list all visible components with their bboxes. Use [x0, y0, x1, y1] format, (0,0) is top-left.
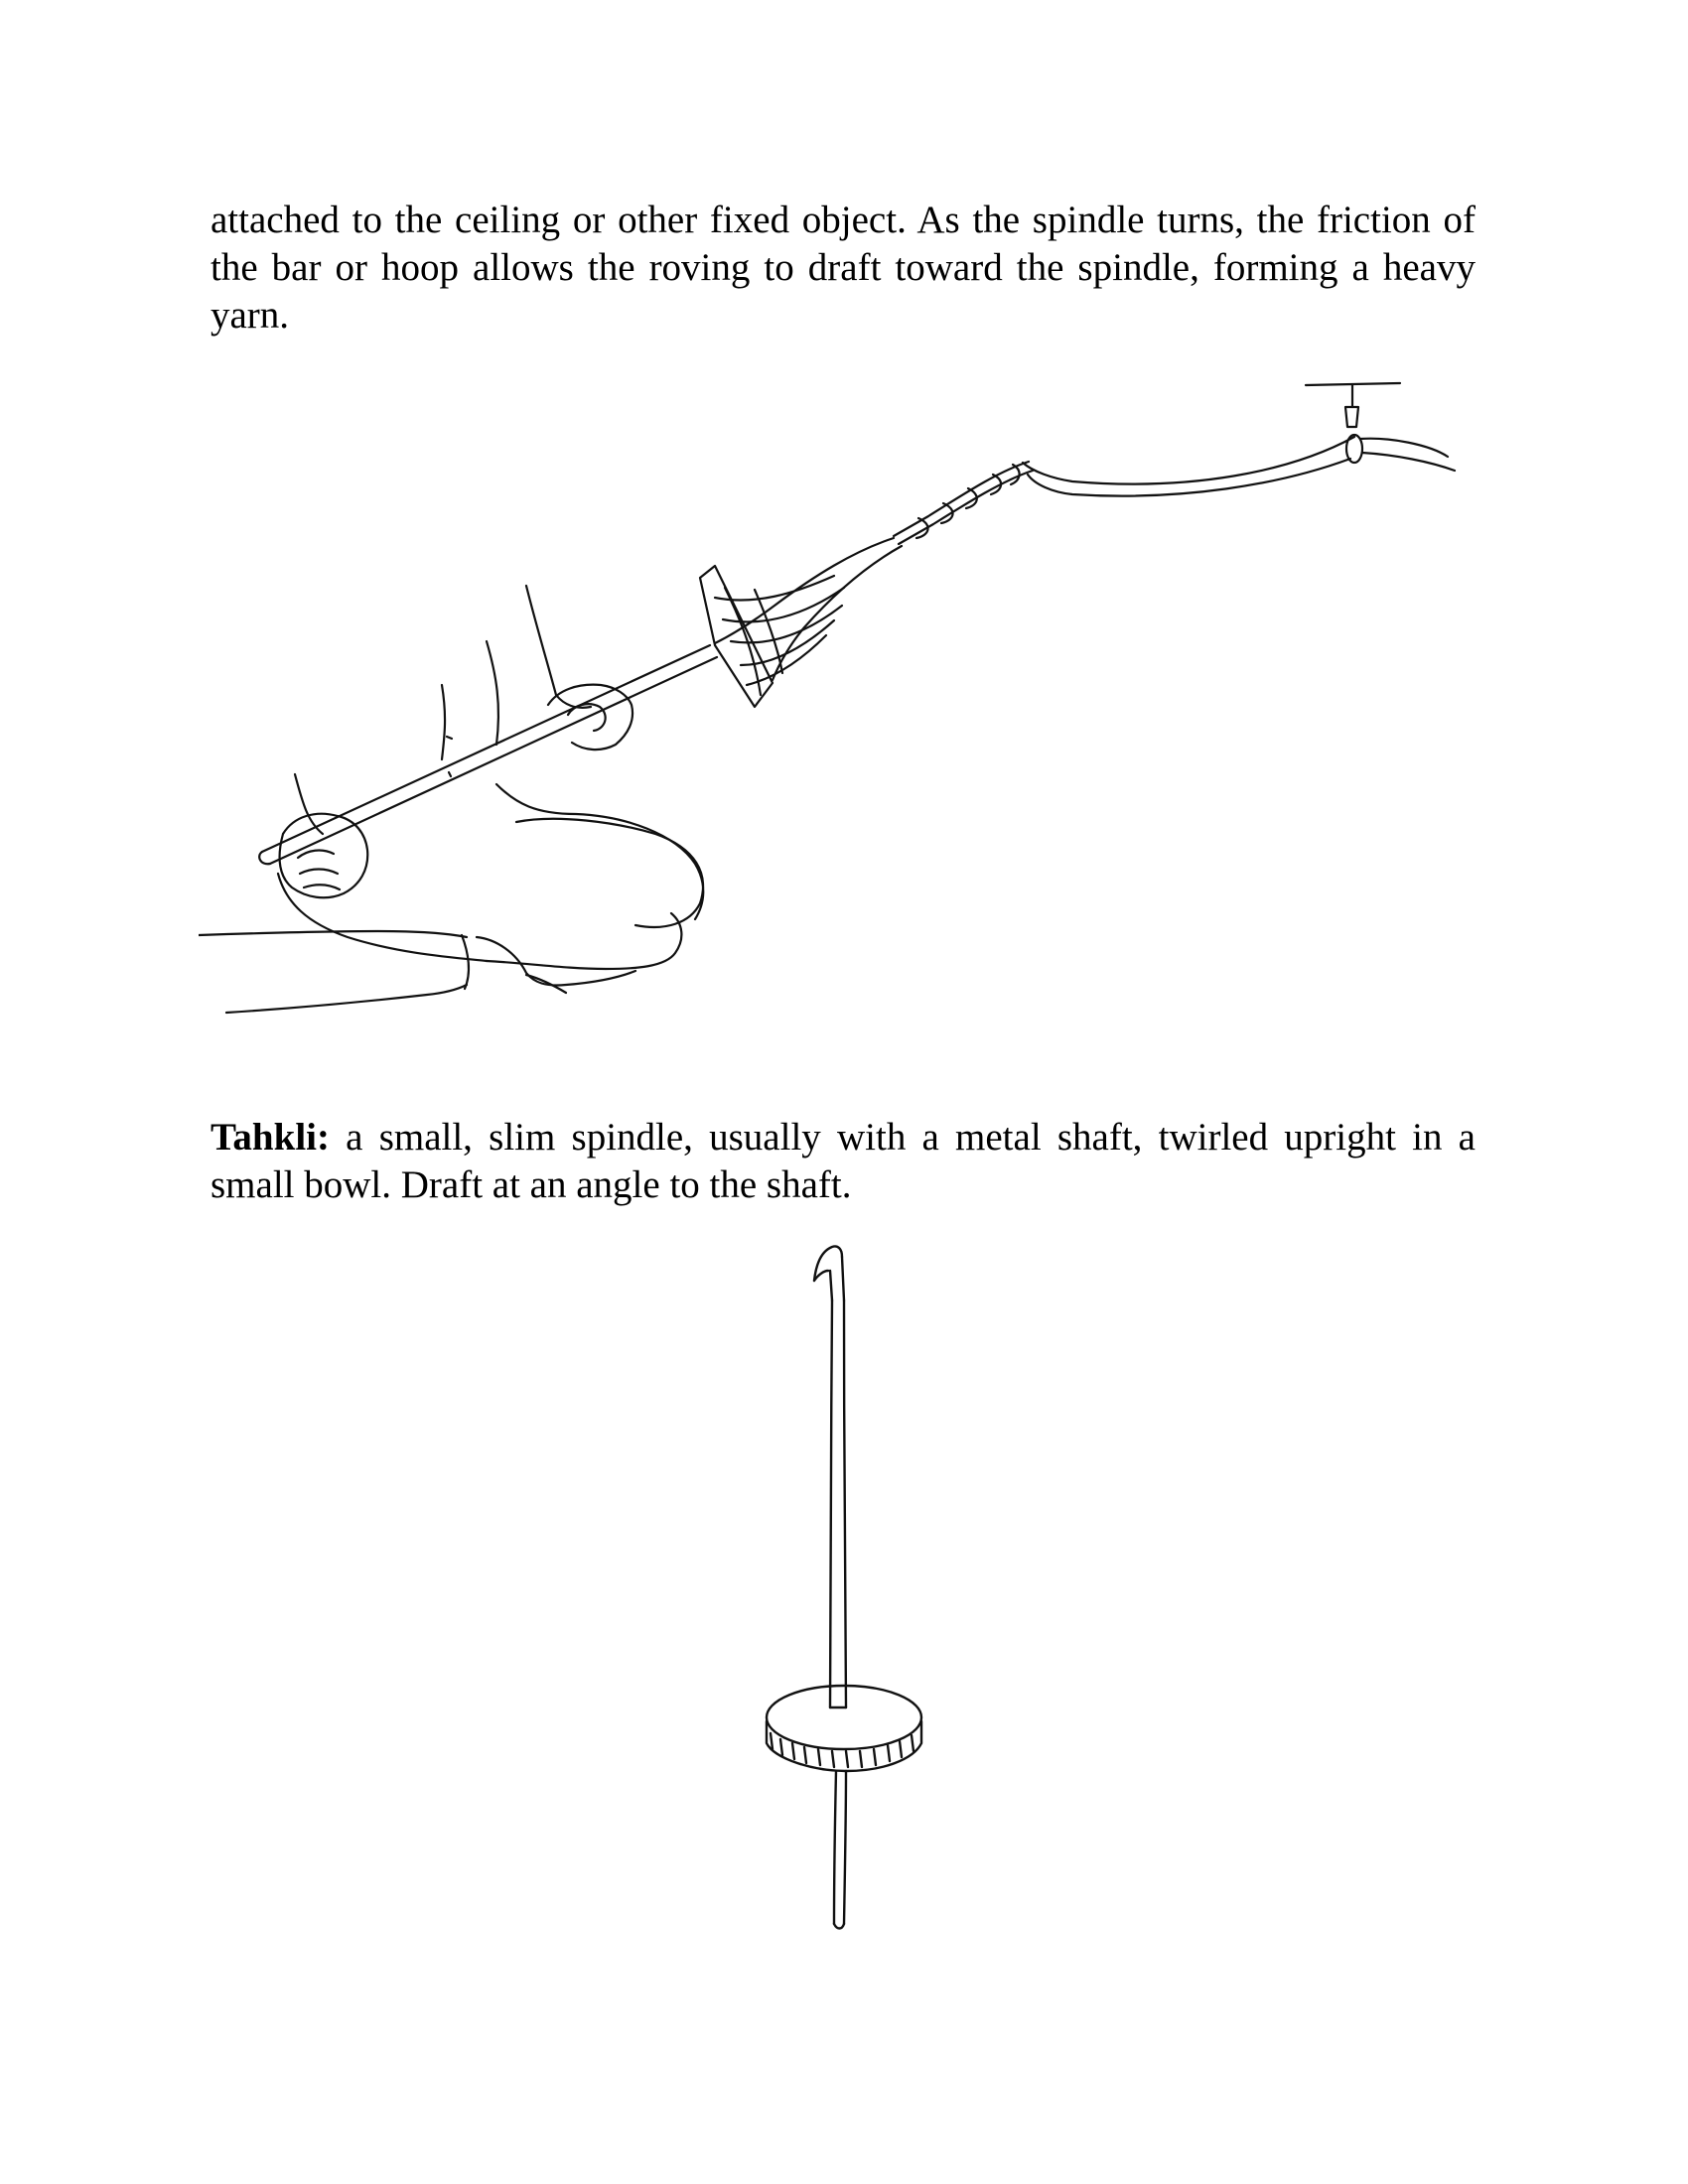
yarn-wrapped-shaft: [894, 462, 1033, 544]
kneeling-figure: [199, 586, 703, 1013]
illustration-tahkli: [735, 1241, 953, 1936]
tahkli-whorl: [767, 1686, 921, 1771]
term-tahkli: Tahkli:: [211, 1116, 330, 1159]
tahkli-shaft-lower: [834, 1771, 846, 1929]
tahkli-shaft-upper: [830, 1300, 846, 1707]
roving-fiber: [1023, 437, 1455, 496]
ceiling-hook: [1306, 383, 1400, 463]
illustration-ceiling-spindle: [199, 367, 1489, 1092]
tahkli-hook: [814, 1246, 844, 1300]
tahkli-description: a small, slim spindle, usually with a metal shaft, twirled upright in a small bowl. Draft at an angle to the shaft.: [211, 1116, 1476, 1206]
spindle-cone: [700, 538, 902, 707]
paragraph-ceiling-spindle: attached to the ceiling or other fixed object. As the spindle turns, the friction of the bar or hoop allows the roving to draft toward the spindle, forming a heavy yarn.: [211, 199, 1476, 337]
paragraph-tahkli: [211, 1114, 1476, 1209]
